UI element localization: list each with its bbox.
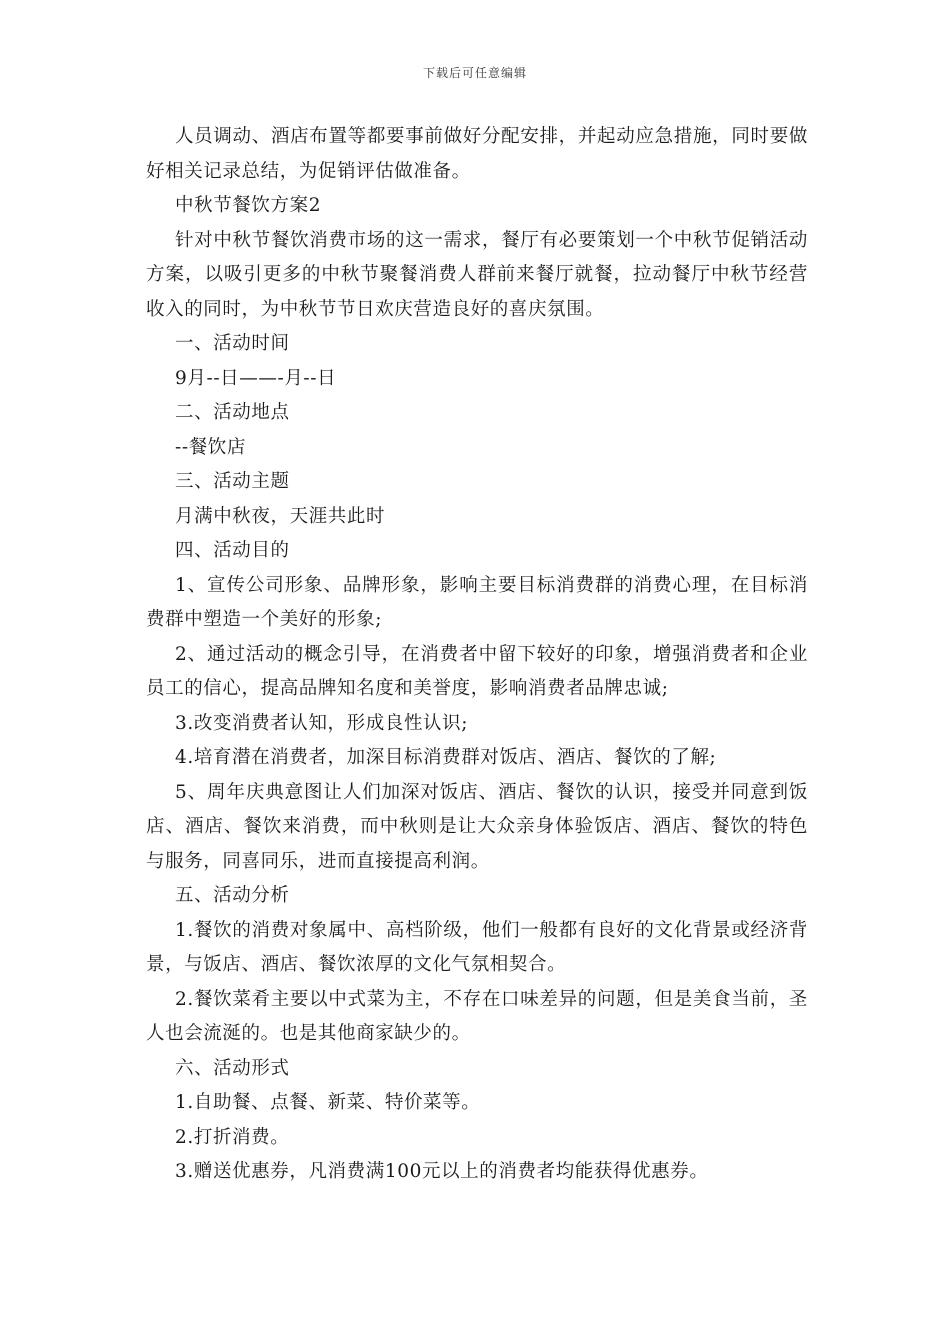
list-item-format-3: 3.赠送优惠券，凡消费满100元以上的消费者均能获得优惠券。 — [175, 1161, 709, 1182]
list-item-format-2: 2.打折消费。 — [175, 1126, 290, 1148]
heading-activity-time: 一、活动时间 — [175, 333, 290, 354]
paragraph-staffing-summary: 人员调动、酒店布置等都要事前做好分配安排，并起动应急措施，同时要做好相关记录总结，为促销评估做准备。 — [146, 126, 808, 182]
page-header: 下载后可任意编辑 — [422, 66, 527, 80]
heading-activity-analysis: 五、活动分析 — [175, 885, 290, 906]
paragraph-intro: 针对中秋节餐饮消费市场的这一需求，餐厅有必要策划一个中秋节促销活动方案，以吸引更多的中秋节聚餐消费人群前来餐厅就餐，拉动餐厅中秋节经营收入的同时，为中秋节节日欢庆营造良好的喜庆氛围。 — [146, 229, 808, 320]
list-item-purpose-4: 4.培育潜在消费者，加深目标消费群对饭店、酒店、餐饮的了解; — [175, 747, 717, 768]
list-item-format-1: 1.自助餐、点餐、新菜、特价菜等。 — [175, 1092, 481, 1113]
list-item-purpose-5: 5、周年庆典意图让人们加深对饭店、酒店、餐饮的认识，接受并同意到饭店、酒店、餐饮来消费，而中秋则是让大众亲身体验饭店、酒店、餐饮的特色与服务，同喜同乐，进而直接提高利润。 — [146, 781, 808, 872]
list-item-purpose-1: 1、宣传公司形象、品牌形象，影响主要目标消费群的消费心理，在目标消费群中塑造一个美好的形象; — [146, 574, 808, 630]
heading-activity-format: 六、活动形式 — [175, 1057, 290, 1079]
list-item-analysis-1: 1.餐饮的消费对象属中、高档阶级，他们一般都有良好的文化背景或经济背景，与饭店、酒店、餐饮浓厚的文化气氛相契合。 — [146, 919, 808, 975]
list-item-analysis-2: 2.餐饮菜肴主要以中式菜为主，不存在口味差异的问题，但是美食当前，圣人也会流涎的。也是其他商家缺少的。 — [146, 988, 808, 1044]
heading-activity-location: 二、活动地点 — [175, 402, 290, 423]
section-title-plan-2: 中秋节餐饮方案2 — [175, 195, 322, 216]
heading-activity-purpose: 四、活动目的 — [175, 540, 290, 561]
list-item-purpose-2: 2、通过活动的概念引导，在消费者中留下较好的印象，增强消费者和企业员工的信心，提高品牌知名度和美誉度，影响消费者品牌忠诚; — [146, 643, 808, 699]
text-activity-time: 9月--日——-月--日 — [175, 367, 337, 389]
heading-activity-theme: 三、活动主题 — [175, 471, 290, 492]
text-activity-theme: 月满中秋夜，天涯共此时 — [175, 505, 386, 527]
document-body — [146, 120, 808, 1190]
list-item-purpose-3: 3.改变消费者认知，形成良性认识; — [175, 712, 469, 734]
text-activity-location: --餐饮店 — [175, 436, 247, 458]
